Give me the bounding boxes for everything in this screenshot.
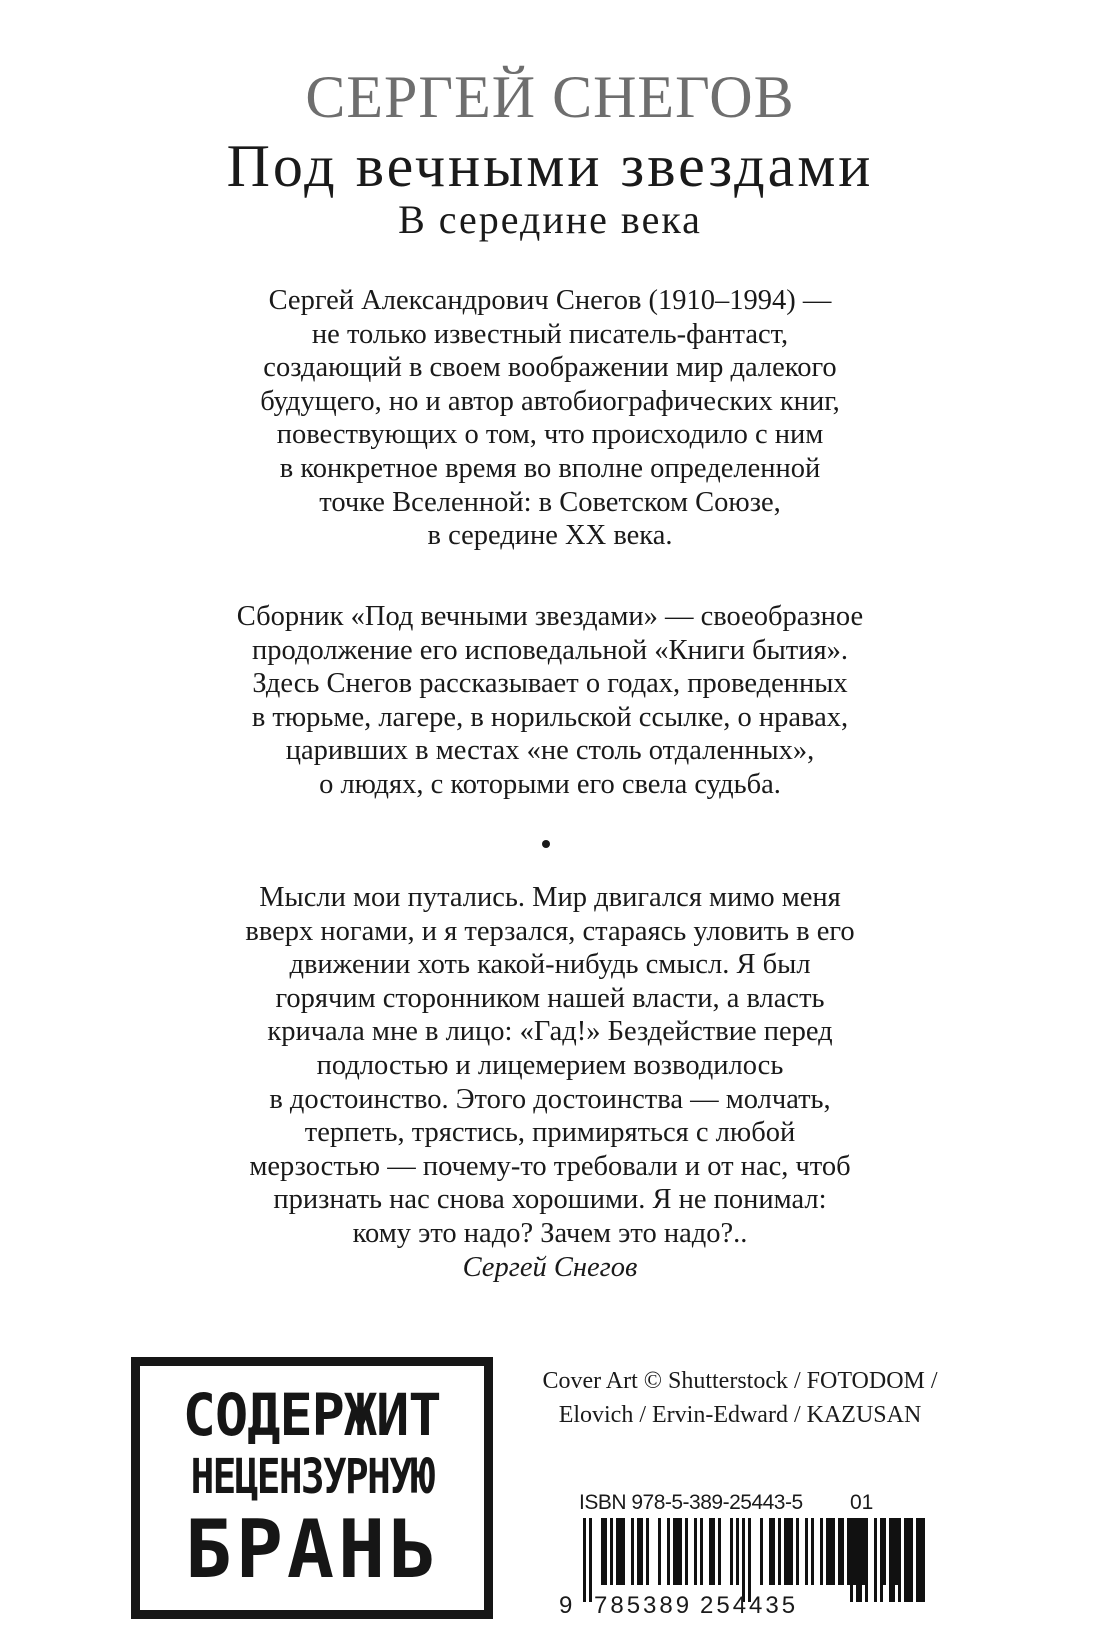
text-line: не только известный писатель-фантаст, [311, 318, 789, 350]
text-line: царивших в местах «не столь отдаленных», [285, 735, 815, 767]
text-line: терпеть, трястись, примиряться с любой [304, 1117, 796, 1149]
barcode-bar [796, 1518, 799, 1585]
barcode-bar [826, 1518, 835, 1585]
barcode-first-digit: 9 [559, 1592, 576, 1619]
barcode-bar [631, 1518, 634, 1585]
barcode-bar [589, 1518, 592, 1602]
isbn-label: ISBN 978-5-389-25443-5 [579, 1491, 803, 1514]
barcode-bar [889, 1518, 895, 1602]
barcode-bar [694, 1518, 697, 1585]
stamp-line-profanity: БРАНЬ [184, 1503, 440, 1596]
book-title: Под вечными звездами [226, 133, 874, 199]
text-line: признать нас снова хорошими. Я не понимал: [273, 1184, 827, 1216]
text-line: повествующих о том, что происходило с ним [276, 419, 824, 451]
barcode-main-bars [583, 1518, 925, 1602]
text-line: Здесь Снегов рассказывает о годах, проведенных [252, 668, 848, 700]
barcode-bar [610, 1518, 613, 1585]
text-line: в конкретное время во вполне определенной [279, 452, 821, 484]
barcode-bar [820, 1518, 823, 1585]
barcode-bar [646, 1518, 649, 1585]
barcode-bar [709, 1518, 715, 1585]
barcode-bar [853, 1518, 856, 1585]
barcode-bar [616, 1518, 625, 1585]
barcode-bar [736, 1518, 739, 1585]
barcode-bar [850, 1518, 853, 1602]
text-line: Сборник «Под вечными звездами» — своеобразное [236, 601, 864, 632]
barcode-bar [673, 1518, 682, 1585]
author-name: СЕРГЕЙ СНЕГОВ [305, 64, 795, 130]
barcode-bar [742, 1518, 745, 1602]
barcode-bar [637, 1518, 643, 1585]
barcode-bar [880, 1518, 883, 1602]
barcode-addon-label: 01 [850, 1491, 874, 1514]
barcode-bar [916, 1518, 925, 1602]
text-line: Мысли мои путались. Мир двигался мимо меня [259, 882, 841, 913]
barcode-bar [769, 1518, 775, 1585]
barcode-bar [583, 1518, 586, 1602]
barcode-bar [748, 1518, 751, 1602]
barcode-bar [658, 1518, 661, 1585]
barcode-bar [601, 1518, 607, 1585]
stamp-line-uncensored: НЕЦЕНЗУРНУЮ [190, 1449, 434, 1505]
barcode-bar [730, 1518, 733, 1585]
barcode-bar [811, 1518, 814, 1585]
text-line: кричала мне в лицо: «Гад!» Бездействие перед [267, 1016, 833, 1048]
text-line: о людях, с которыми его свела судьба. [319, 768, 781, 800]
text-line: мерзостью — почему-то требовали и от нас, чтоб [249, 1150, 851, 1182]
barcode-bar [862, 1518, 865, 1585]
barcode-bar [847, 1518, 850, 1585]
barcode-bar [667, 1518, 670, 1585]
book-subtitle: В середине века [398, 197, 702, 242]
barcode-bar [685, 1518, 688, 1585]
text-line: в середине XX века. [427, 520, 673, 552]
barcode-bar [856, 1518, 862, 1602]
text-line: продолжение его исповедальной «Книги бытия». [252, 634, 848, 666]
stamp-line-contains: СОДЕРЖИТ [183, 1381, 441, 1449]
text-line: вверх ногами, и я терзался, стараясь уловить в его [245, 915, 855, 947]
barcode-bar [784, 1518, 793, 1585]
barcode-bar [760, 1518, 763, 1585]
barcode-bar [700, 1518, 703, 1585]
barcode-bar [904, 1518, 910, 1602]
barcode-bar [805, 1518, 808, 1585]
barcode-right-digits: 254435 [700, 1592, 799, 1619]
text-line: Сергей Александрович Снегов (1910–1994) — [268, 285, 832, 316]
credit-line: Elovich / Ervin-Edward / KAZUSAN [558, 1402, 922, 1428]
credit-line: Cover Art © Shutterstock / FOTODOM / [542, 1368, 938, 1394]
text-line: создающий в своем воображении мир далекого [263, 352, 837, 384]
text-line: движении хоть какой-нибудь смысл. Я был [289, 949, 811, 981]
text-line: подлостью и лицемерием возводилось [316, 1049, 784, 1081]
barcode-bar [838, 1518, 844, 1585]
text-line: в достоинство. Этого достоинства — молчать, [269, 1083, 831, 1115]
text-line: в тюрьме, лагере, в норильской ссылке, о нравах, [251, 701, 849, 733]
text-line: кому это надо? Зачем это надо?.. [352, 1217, 748, 1249]
text-line: горячим сторонником нашей власти, а власть [275, 982, 825, 1014]
barcode-left-digits: 785389 [594, 1592, 693, 1619]
barcode-addon-bars [850, 1518, 910, 1602]
barcode-bar [778, 1518, 781, 1585]
quote-signature: Сергей Снегов [462, 1251, 638, 1283]
barcode-bar [865, 1518, 868, 1602]
barcode-bar [874, 1518, 877, 1602]
text-line: будущего, но и автор автобиографических книг, [260, 385, 840, 417]
barcode-bar [718, 1518, 721, 1585]
barcode-bar [898, 1518, 901, 1602]
text-line: точке Вселенной: в Советском Союзе, [319, 486, 781, 518]
barcode-bar [910, 1518, 913, 1602]
